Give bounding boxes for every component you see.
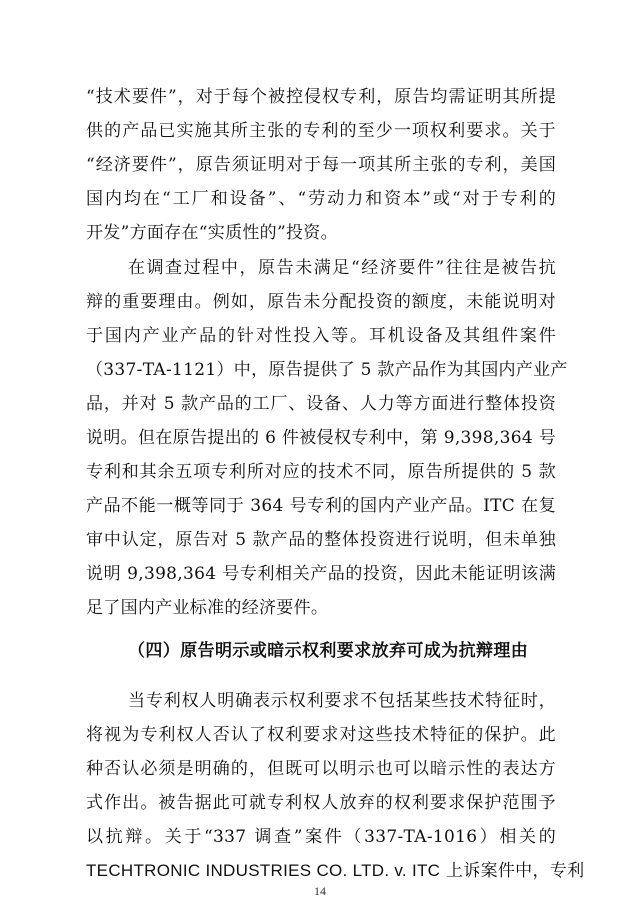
paragraph-line: （337-TA-1121）中，原告提供了 5 款产品作为其国内产业产 [86, 360, 568, 380]
paragraph-line: 辩的重要理由。例如，原告未分配投资的额度，未能说明对 [86, 292, 556, 312]
paragraph-line: 将视为专利权人否认了权利要求对这些技术特征的保护。此 [86, 725, 556, 745]
paragraph-line: “技术要件”，对于每个被控侵权专利，原告均需证明其所提 [86, 87, 556, 107]
paragraph-line: 说明 9,398,364 号专利相关产品的投资，因此未能证明该满 [86, 564, 556, 584]
paragraph-line: 以抗辩。关于“337 调查”案件（337-TA-1016）相关的 [86, 827, 556, 847]
paragraph-line: 足了国内产业标准的经济要件。 [86, 598, 329, 618]
paragraph-line: 在调查过程中，原告未满足“经济要件”往往是被告抗 [128, 258, 556, 278]
section-heading: （四）原告明示或暗示权利要求放弃可成为抗辩理由 [128, 641, 529, 661]
paragraph-line: 开发”方面存在“实质性的”投资。 [86, 223, 338, 243]
paragraph-line: 专利和其余五项专利所对应的技术不同，原告所提供的 5 款 [86, 462, 556, 482]
paragraph-line: 品，并对 5 款产品的工厂、设备、人力等方面进行整体投资 [86, 394, 556, 414]
page-number: 14 [314, 884, 326, 898]
paragraph-line: 供的产品已实施其所主张的专利的至少一项权利要求。关于 [86, 121, 556, 141]
paragraph-line: 种否认必须是明确的，但既可以明示也可以暗示性的表达方 [86, 759, 556, 779]
paragraph-line: 国内均在“工厂和设备”、“劳动力和资本”或“对于专利的 [86, 189, 556, 209]
case-name: TECHTRONIC INDUSTRIES CO. LTD. v. ITC [86, 861, 441, 880]
paragraph-line [86, 860, 585, 882]
paragraph-line: 审中认定，原告对 5 款产品的整体投资进行说明，但未单独 [86, 530, 556, 550]
paragraph-line: 说明。但在原告提出的 6 件被侵权专利中，第 9,398,364 号 [86, 428, 556, 448]
paragraph-line-tail: 上诉案件中，专利 [440, 861, 585, 881]
paragraph-line: “经济要件”，原告须证明对于每一项其所主张的专利，美国 [86, 155, 556, 175]
paragraph-line: 当专利权人明确表示权利要求不包括某些技术特征时， [128, 691, 556, 711]
paragraph-line: 式作出。被告据此可就专利权人放弃的权利要求保护范围予 [86, 793, 556, 813]
paragraph-line: 产品不能一概等同于 364 号专利的国内产业产品。ITC 在复 [86, 496, 556, 516]
paragraph-line: 于国内产业产品的针对性投入等。耳机设备及其组件案件 [86, 326, 556, 346]
